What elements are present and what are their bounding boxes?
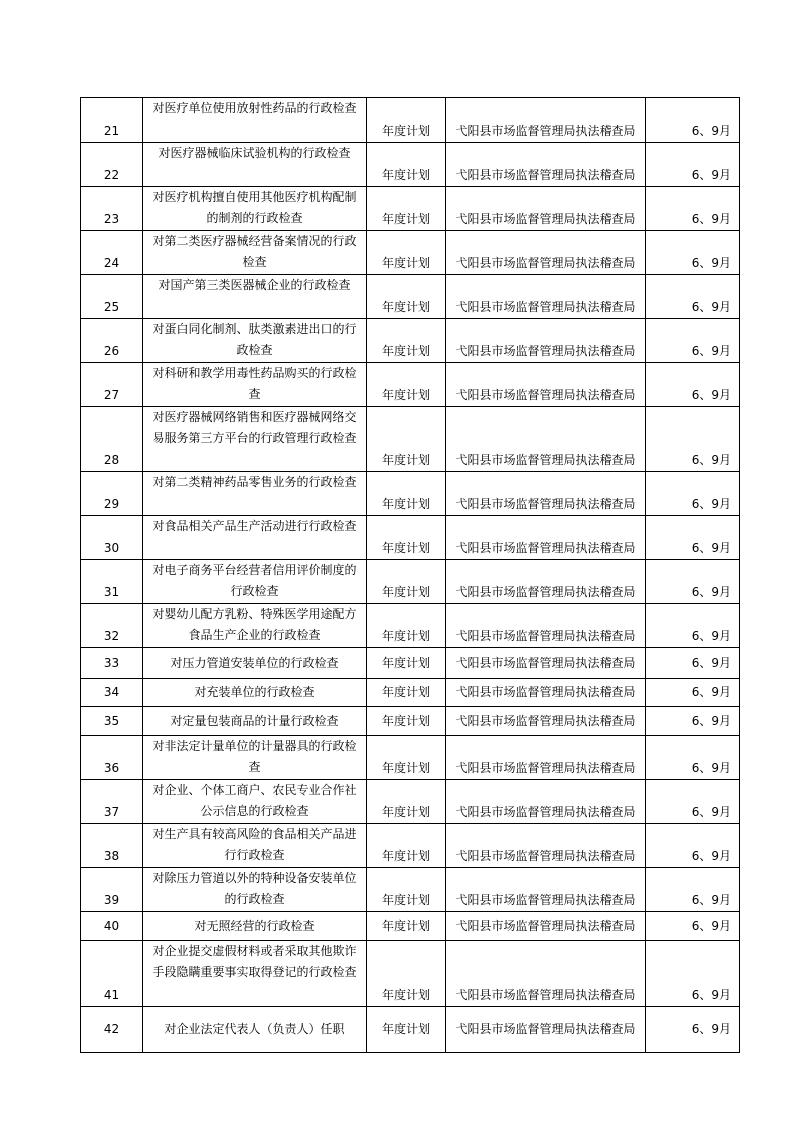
inspection-time: 6、9月 — [646, 98, 740, 143]
row-number: 29 — [81, 472, 143, 516]
inspection-item: 对蛋白同化制剂、肽类激素进出口的行政检查 — [143, 319, 367, 363]
row-number: 41 — [81, 941, 143, 1007]
responsible-department: 弋阳县市场监督管理局执法稽查局 — [446, 472, 646, 516]
responsible-department: 弋阳县市场监督管理局执法稽查局 — [446, 912, 646, 941]
inspection-item: 对压力管道安装单位的行政检查 — [143, 648, 367, 679]
plan-source: 年度计划 — [367, 679, 446, 707]
responsible-department: 弋阳县市场监督管理局执法稽查局 — [446, 824, 646, 868]
table-row — [81, 560, 740, 604]
table-row — [81, 472, 740, 516]
table-row — [81, 275, 740, 319]
inspection-time: 6、9月 — [646, 275, 740, 319]
inspection-plan-table — [80, 97, 740, 1053]
plan-source: 年度计划 — [367, 648, 446, 679]
inspection-item: 对定量包装商品的计量行政检查 — [143, 707, 367, 736]
plan-source: 年度计划 — [367, 912, 446, 941]
table-row — [81, 941, 740, 1007]
responsible-department: 弋阳县市场监督管理局执法稽查局 — [446, 143, 646, 187]
inspection-item: 对婴幼儿配方乳粉、特殊医学用途配方食品生产企业的行政检查 — [143, 604, 367, 648]
inspection-item: 对非法定计量单位的计量器具的行政检查 — [143, 736, 367, 780]
table-row — [81, 604, 740, 648]
plan-source: 年度计划 — [367, 560, 446, 604]
inspection-item: 对第二类精神药品零售业务的行政检查 — [143, 472, 367, 516]
inspection-time: 6、9月 — [646, 707, 740, 736]
inspection-time: 6、9月 — [646, 780, 740, 824]
inspection-time: 6、9月 — [646, 560, 740, 604]
row-number: 32 — [81, 604, 143, 648]
inspection-item: 对充装单位的行政检查 — [143, 679, 367, 707]
responsible-department: 弋阳县市场监督管理局执法稽查局 — [446, 868, 646, 912]
row-number: 42 — [81, 1007, 143, 1053]
plan-source: 年度计划 — [367, 868, 446, 912]
row-number: 34 — [81, 679, 143, 707]
inspection-item: 对除压力管道以外的特种设备安装单位的行政检查 — [143, 868, 367, 912]
table-row — [81, 780, 740, 824]
table-row — [81, 143, 740, 187]
table-row — [81, 868, 740, 912]
row-number: 28 — [81, 407, 143, 472]
row-number: 27 — [81, 363, 143, 407]
responsible-department: 弋阳县市场监督管理局执法稽查局 — [446, 231, 646, 275]
responsible-department: 弋阳县市场监督管理局执法稽查局 — [446, 275, 646, 319]
inspection-time: 6、9月 — [646, 736, 740, 780]
responsible-department: 弋阳县市场监督管理局执法稽查局 — [446, 560, 646, 604]
table-row — [81, 98, 740, 143]
inspection-item: 对无照经营的行政检查 — [143, 912, 367, 941]
plan-source: 年度计划 — [367, 780, 446, 824]
inspection-item: 对企业提交虚假材料或者采取其他欺诈手段隐瞒重要事实取得登记的行政检查 — [143, 941, 367, 1007]
inspection-time: 6、9月 — [646, 319, 740, 363]
plan-source: 年度计划 — [367, 707, 446, 736]
row-number: 36 — [81, 736, 143, 780]
responsible-department: 弋阳县市场监督管理局执法稽查局 — [446, 941, 646, 1007]
inspection-time: 6、9月 — [646, 516, 740, 560]
inspection-time: 6、9月 — [646, 679, 740, 707]
table-row — [81, 707, 740, 736]
inspection-time: 6、9月 — [646, 912, 740, 941]
responsible-department: 弋阳县市场监督管理局执法稽查局 — [446, 679, 646, 707]
inspection-time: 6、9月 — [646, 143, 740, 187]
plan-source: 年度计划 — [367, 319, 446, 363]
inspection-item: 对生产具有较高风险的食品相关产品进行行政检查 — [143, 824, 367, 868]
table-row — [81, 319, 740, 363]
plan-source: 年度计划 — [367, 407, 446, 472]
inspection-time: 6、9月 — [646, 604, 740, 648]
inspection-time: 6、9月 — [646, 1007, 740, 1053]
plan-source: 年度计划 — [367, 472, 446, 516]
responsible-department: 弋阳县市场监督管理局执法稽查局 — [446, 736, 646, 780]
responsible-department: 弋阳县市场监督管理局执法稽查局 — [446, 516, 646, 560]
responsible-department: 弋阳县市场监督管理局执法稽查局 — [446, 604, 646, 648]
inspection-time: 6、9月 — [646, 648, 740, 679]
inspection-item: 对国产第三类医器械企业的行政检查 — [143, 275, 367, 319]
plan-source: 年度计划 — [367, 824, 446, 868]
inspection-item: 对企业法定代表人（负责人）任职 — [143, 1007, 367, 1053]
responsible-department: 弋阳县市场监督管理局执法稽查局 — [446, 648, 646, 679]
responsible-department: 弋阳县市场监督管理局执法稽查局 — [446, 707, 646, 736]
responsible-department: 弋阳县市场监督管理局执法稽查局 — [446, 98, 646, 143]
plan-source: 年度计划 — [367, 143, 446, 187]
inspection-item: 对医疗机构擅自使用其他医疗机构配制的制剂的行政检查 — [143, 187, 367, 231]
row-number: 22 — [81, 143, 143, 187]
table-row — [81, 187, 740, 231]
inspection-item: 对第二类医疗器械经营备案情况的行政检查 — [143, 231, 367, 275]
table-row — [81, 1007, 740, 1053]
inspection-item: 对医疗器械网络销售和医疗器械网络交易服务第三方平台的行政管理行政检查 — [143, 407, 367, 472]
table-row — [81, 679, 740, 707]
row-number: 38 — [81, 824, 143, 868]
table-row — [81, 363, 740, 407]
inspection-time: 6、9月 — [646, 868, 740, 912]
responsible-department: 弋阳县市场监督管理局执法稽查局 — [446, 363, 646, 407]
inspection-time: 6、9月 — [646, 941, 740, 1007]
row-number: 30 — [81, 516, 143, 560]
inspection-time: 6、9月 — [646, 363, 740, 407]
row-number: 39 — [81, 868, 143, 912]
inspection-item: 对电子商务平台经营者信用评价制度的行政检查 — [143, 560, 367, 604]
table-row — [81, 231, 740, 275]
plan-source: 年度计划 — [367, 187, 446, 231]
plan-source: 年度计划 — [367, 516, 446, 560]
plan-source: 年度计划 — [367, 1007, 446, 1053]
inspection-time: 6、9月 — [646, 187, 740, 231]
row-number: 33 — [81, 648, 143, 679]
plan-source: 年度计划 — [367, 604, 446, 648]
responsible-department: 弋阳县市场监督管理局执法稽查局 — [446, 407, 646, 472]
table-row — [81, 912, 740, 941]
row-number: 21 — [81, 98, 143, 143]
inspection-time: 6、9月 — [646, 824, 740, 868]
responsible-department: 弋阳县市场监督管理局执法稽查局 — [446, 187, 646, 231]
plan-source: 年度计划 — [367, 231, 446, 275]
plan-source: 年度计划 — [367, 941, 446, 1007]
table-row — [81, 407, 740, 472]
plan-source: 年度计划 — [367, 275, 446, 319]
table-row — [81, 736, 740, 780]
plan-source: 年度计划 — [367, 98, 446, 143]
inspection-item: 对企业、个体工商户、农民专业合作社公示信息的行政检查 — [143, 780, 367, 824]
responsible-department: 弋阳县市场监督管理局执法稽查局 — [446, 319, 646, 363]
table-row — [81, 648, 740, 679]
inspection-item: 对科研和教学用毒性药品购买的行政检查 — [143, 363, 367, 407]
row-number: 40 — [81, 912, 143, 941]
table-row — [81, 824, 740, 868]
responsible-department: 弋阳县市场监督管理局执法稽查局 — [446, 1007, 646, 1053]
row-number: 35 — [81, 707, 143, 736]
inspection-time: 6、9月 — [646, 407, 740, 472]
row-number: 26 — [81, 319, 143, 363]
row-number: 25 — [81, 275, 143, 319]
inspection-item: 对医疗器械临床试验机构的行政检查 — [143, 143, 367, 187]
row-number: 23 — [81, 187, 143, 231]
table-body — [81, 98, 740, 1053]
inspection-item: 对食品相关产品生产活动进行行政检查 — [143, 516, 367, 560]
plan-source: 年度计划 — [367, 363, 446, 407]
row-number: 24 — [81, 231, 143, 275]
row-number: 37 — [81, 780, 143, 824]
inspection-time: 6、9月 — [646, 472, 740, 516]
inspection-time: 6、9月 — [646, 231, 740, 275]
responsible-department: 弋阳县市场监督管理局执法稽查局 — [446, 780, 646, 824]
table-row — [81, 516, 740, 560]
plan-source: 年度计划 — [367, 736, 446, 780]
inspection-item: 对医疗单位使用放射性药品的行政检查 — [143, 98, 367, 143]
row-number: 31 — [81, 560, 143, 604]
